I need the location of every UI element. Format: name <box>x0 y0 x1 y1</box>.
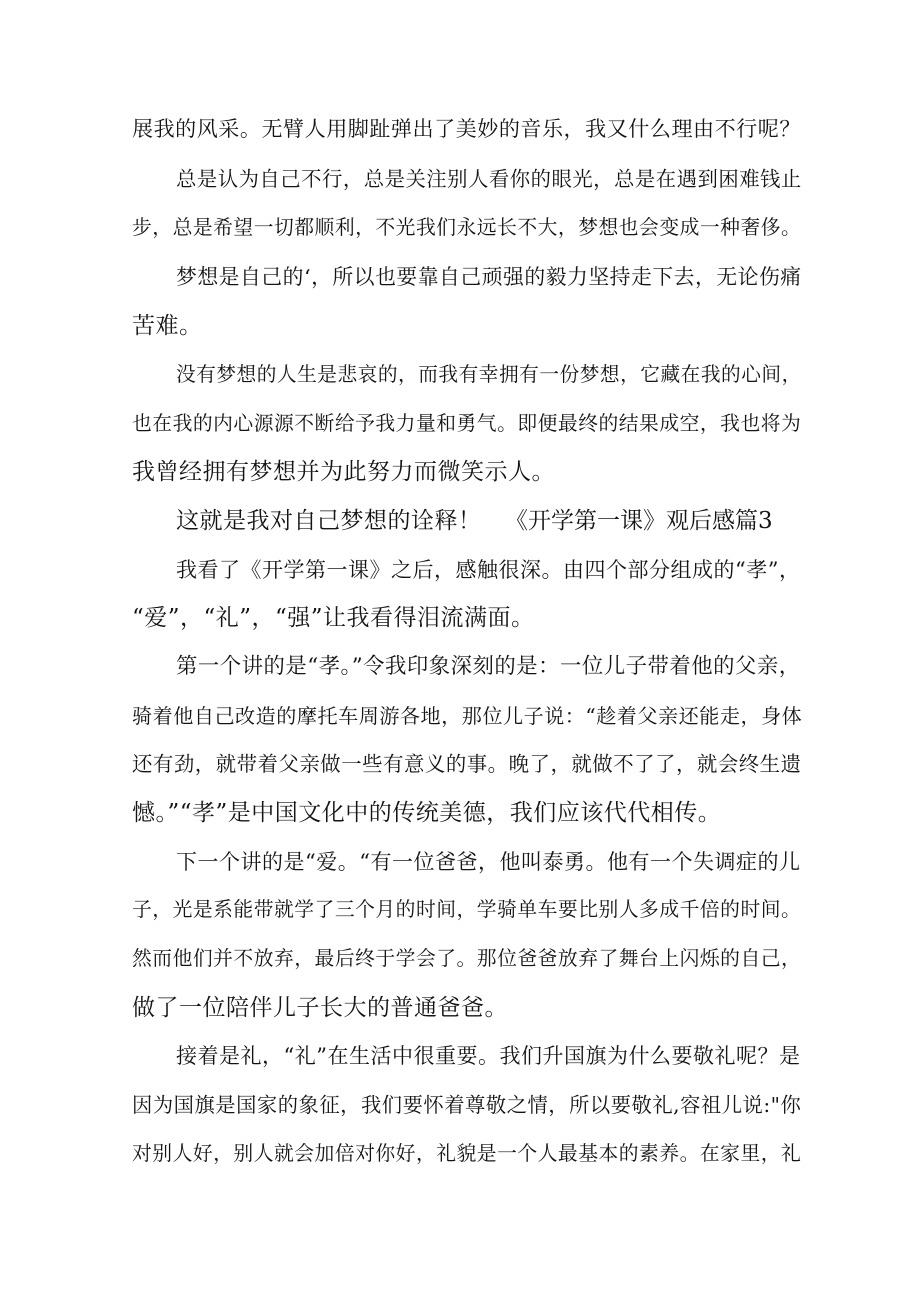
text-line: 我看了《开学第一课》之后，感触很深。由四个部分组成的“孝”， <box>176 557 801 582</box>
text-line: 因为国旗是国家的象征，我们要怀着尊敬之情，所以要敬礼,容祖儿说:"你 <box>132 1093 802 1117</box>
text-line: 第一个讲的是“孝。”令我印象深刻的是：一位儿子带着他的父亲， <box>176 654 801 679</box>
text-line: “爱”，“礼”，“强”让我看得泪流满面。 <box>132 605 535 631</box>
text-line: 憾。”“孝”是中国文化中的传统美德，我们应该代代相传。 <box>132 800 722 826</box>
text-line: 总是认为自己不行，总是关注别人看你的眼光，总是在遇到困难钱止 <box>176 167 802 191</box>
text-line: 然而他们并不放弃，最后终于学会了。那位爸爸放弃了舞台上闪烁的自己， <box>132 947 802 970</box>
text-line: 还有劲，就带着父亲做一些有意义的事。晚了，就做不了了，就会终生遗 <box>132 752 802 776</box>
text-line: 子，光是系能带就学了三个月的时间，学骑单车要比别人多成千倍的时间。 <box>132 898 802 921</box>
text-line: 这就是我对自己梦想的诠释！ <box>176 508 482 534</box>
text-line: 对别人好，别人就会加倍对你好，礼貌是一个人最基本的素养。在家里，礼 <box>132 1142 802 1165</box>
text-line: 我曾经拥有梦想并为此努力而微笑示人。 <box>132 459 555 485</box>
section-heading: 《开学第一课》观后感篇3 <box>505 508 773 534</box>
text-line: 展我的风采。无臂人用脚趾弹出了美妙的音乐，我又什么理由不行呢？ <box>132 116 801 141</box>
text-line: 做了一位陪伴儿子长大的普通爸爸。 <box>132 995 508 1021</box>
text-line: 也在我的内心源源不断给予我力量和勇气。即便最终的结果成空，我也将为 <box>132 412 802 435</box>
text-line: 接着是礼，“礼”在生活中很重要。我们升国旗为什么要敬礼呢？是 <box>176 1043 801 1068</box>
text-line: 骑着他自己改造的摩托车周游各地，那位儿子说：“趁着父亲还能走，身体 <box>132 704 803 728</box>
text-line: 没有梦想的人生是悲哀的，而我有幸拥有一份梦想，它藏在我的心间， <box>176 363 802 386</box>
text-line: 苦难。 <box>132 313 203 339</box>
text-line: 梦想是自己的‘，所以也要靠自己顽强的毅力坚持走下去，无论伤痛 <box>176 265 802 289</box>
text-line: 步，总是希望一切都顺利，不光我们永远长不大，梦想也会变成一种奢侈。 <box>132 216 802 239</box>
text-line: 下一个讲的是“爱。“有一位爸爸，他叫泰勇。他有一个失调症的儿 <box>176 849 801 874</box>
